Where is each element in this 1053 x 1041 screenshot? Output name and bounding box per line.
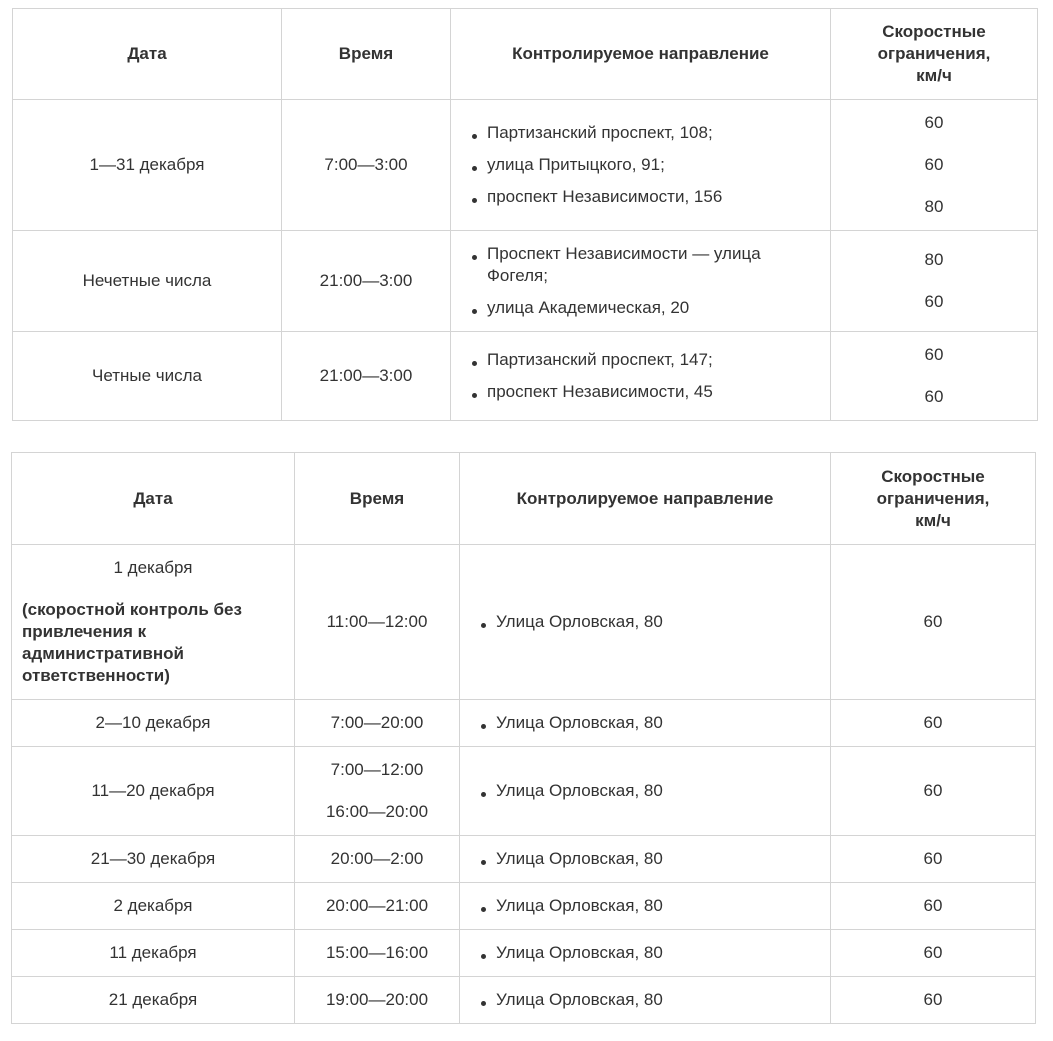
header-time: Время: [282, 9, 451, 100]
time-cell: 7:00—20:00: [295, 700, 460, 747]
bullet-icon: [481, 860, 486, 865]
direction-cell: [460, 883, 831, 930]
date-note-line: ответственности): [22, 666, 170, 685]
table-row: [13, 231, 1038, 332]
bullet-icon: [481, 623, 486, 628]
table-header-row: [12, 453, 1036, 545]
speed-cell: 60: [831, 545, 1036, 700]
speed-value: 60: [924, 113, 944, 132]
speed-value: 60: [924, 292, 944, 311]
direction-cell: [451, 100, 831, 231]
date-cell: 11 декабря: [12, 930, 295, 977]
direction-cell: [451, 332, 831, 421]
speed-cell: [831, 332, 1038, 421]
header-direction: Контролируемое направление: [451, 9, 831, 100]
list-item: Партизанский проспект, 108;: [461, 122, 820, 144]
speed-cell: 60: [831, 700, 1036, 747]
list-item: Улица Орловская, 80: [470, 611, 820, 633]
bullet-icon: [472, 309, 477, 314]
list-item: улица Притыцкого, 91;: [461, 154, 820, 176]
list-item: проспект Независимости, 45: [461, 381, 820, 403]
table-row: [12, 747, 1036, 836]
speed-cell: 60: [831, 930, 1036, 977]
date-note-line: административной: [22, 644, 184, 663]
direction-cell: [451, 231, 831, 332]
header-speed-line: км/ч: [916, 66, 952, 85]
list-item: Улица Орловская, 80: [470, 989, 820, 1011]
direction-cell: [460, 977, 831, 1024]
bullet-icon: [481, 907, 486, 912]
date-note: [22, 599, 284, 687]
direction-cell: [460, 700, 831, 747]
table-row: [13, 100, 1038, 231]
time-cell: 21:00—3:00: [282, 332, 451, 421]
table-row: [13, 332, 1038, 421]
header-date: Дата: [13, 9, 282, 100]
time-value: 7:00—12:00: [330, 760, 424, 779]
table-row: [12, 545, 1036, 700]
header-direction: Контролируемое направление: [460, 453, 831, 545]
bullet-icon: [472, 166, 477, 171]
bullet-icon: [481, 1001, 486, 1006]
speed-cell: 60: [831, 836, 1036, 883]
list-item: проспект Независимости, 156: [461, 186, 820, 208]
bullet-icon: [472, 361, 477, 366]
date-note-line: привлечения к: [22, 622, 147, 641]
bullet-icon: [481, 954, 486, 959]
speed-cell: 60: [831, 883, 1036, 930]
bullet-icon: [481, 792, 486, 797]
speed-value: 80: [924, 250, 944, 269]
header-speed-line: ограничения,: [876, 488, 990, 508]
date-cell: 21—30 декабря: [12, 836, 295, 883]
date-cell: 1—31 декабря: [13, 100, 282, 231]
table-header-row: [13, 9, 1038, 100]
date-cell: 11—20 декабря: [12, 747, 295, 836]
table-row: [12, 977, 1036, 1024]
bullet-icon: [481, 724, 486, 729]
speed-cell: [831, 100, 1038, 231]
header-time: Время: [295, 453, 460, 545]
time-cell: [295, 747, 460, 836]
header-speed-line: км/ч: [915, 510, 951, 530]
date-value: 1 декабря: [113, 558, 193, 577]
table-row: [12, 883, 1036, 930]
time-cell: 19:00—20:00: [295, 977, 460, 1024]
table-row: [12, 836, 1036, 883]
date-note-line: (скоростной контроль без: [22, 600, 242, 619]
list-item: Улица Орловская, 80: [470, 848, 820, 870]
table-row: [12, 700, 1036, 747]
header-speed-line: Скоростные: [881, 466, 985, 486]
date-cell: 2—10 декабря: [12, 700, 295, 747]
header-date: Дата: [12, 453, 295, 545]
list-item: Улица Орловская, 80: [470, 712, 820, 734]
direction-cell: [460, 545, 831, 700]
bullet-icon: [472, 255, 477, 260]
header-speed: [831, 453, 1036, 545]
time-cell: 7:00—3:00: [282, 100, 451, 231]
list-item: Проспект Независимости — улица Фогеля;: [461, 243, 820, 287]
time-value: 16:00—20:00: [325, 802, 429, 821]
direction-cell: [460, 930, 831, 977]
time-cell: 20:00—21:00: [295, 883, 460, 930]
list-item: Улица Орловская, 80: [470, 942, 820, 964]
date-cell: 2 декабря: [12, 883, 295, 930]
bullet-icon: [472, 134, 477, 139]
speed-value: 80: [924, 197, 944, 216]
list-item: улица Академическая, 20: [461, 297, 820, 319]
schedule-table-2: [11, 452, 1036, 1024]
time-cell: 15:00—16:00: [295, 930, 460, 977]
speed-value: 60: [924, 155, 944, 174]
date-cell: [12, 545, 295, 700]
speed-cell: [831, 231, 1038, 332]
list-item: Улица Орловская, 80: [470, 780, 820, 802]
direction-cell: [460, 747, 831, 836]
date-cell: Четные числа: [13, 332, 282, 421]
bullet-icon: [472, 393, 477, 398]
bullet-icon: [472, 198, 477, 203]
header-speed-line: Скоростные: [882, 22, 986, 41]
speed-value: 60: [924, 345, 944, 364]
time-cell: 11:00—12:00: [295, 545, 460, 700]
schedule-table-1: [12, 8, 1038, 421]
direction-cell: [460, 836, 831, 883]
speed-cell: 60: [831, 977, 1036, 1024]
time-cell: 21:00—3:00: [282, 231, 451, 332]
list-item: Партизанский проспект, 147;: [461, 349, 820, 371]
date-cell: Нечетные числа: [13, 231, 282, 332]
header-speed-line: ограничения,: [877, 44, 991, 63]
speed-cell: 60: [831, 747, 1036, 836]
date-cell: 21 декабря: [12, 977, 295, 1024]
table-row: [12, 930, 1036, 977]
header-speed: [831, 9, 1038, 100]
time-cell: 20:00—2:00: [295, 836, 460, 883]
speed-value: 60: [924, 387, 944, 406]
list-item: Улица Орловская, 80: [470, 895, 820, 917]
